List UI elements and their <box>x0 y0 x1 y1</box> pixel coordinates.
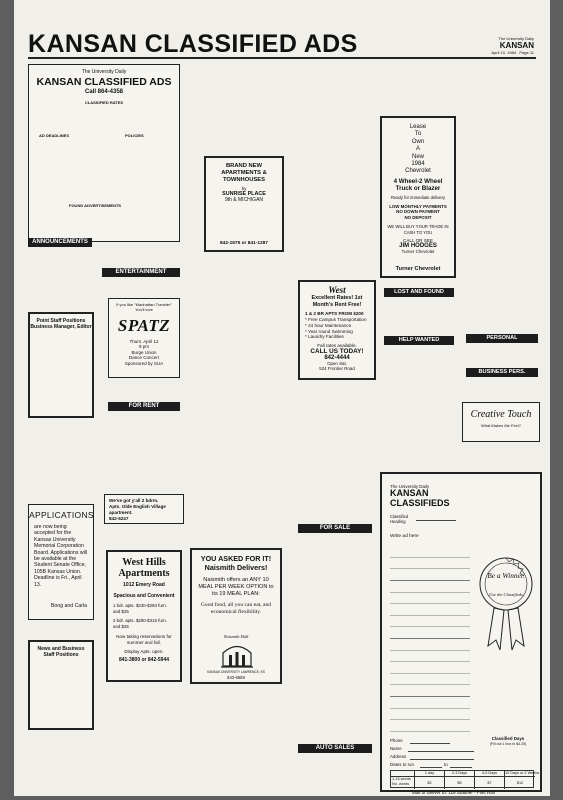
section-for-sale: FOR SALE <box>298 524 372 533</box>
announcements-text <box>28 250 92 308</box>
applications-signature: Boog and Carla <box>50 603 87 609</box>
naismith-logo-sub: KANSAS UNIVERSITY LAWRENCE, KS <box>207 670 265 674</box>
lease-ad <box>380 116 456 278</box>
rates-box <box>28 64 180 242</box>
section-help-wanted: HELP WANTED <box>384 336 454 345</box>
west-li2: * Free Campus Transportation <box>305 316 367 322</box>
lease-l9: Truck or Blazer <box>395 185 441 193</box>
form-small: The University Daily <box>390 484 430 489</box>
naismith-logo-text: Naismith Hall <box>223 634 249 639</box>
col5-text-c <box>380 348 456 468</box>
col4-text-c <box>290 536 372 740</box>
section-auto-sales: AUTO SALES <box>298 744 372 753</box>
spatz-line2: 9 pm <box>138 344 149 350</box>
section-lost-found: LOST AND FOUND <box>384 288 454 297</box>
west-li5: * Laundry Facilities <box>305 334 344 340</box>
form-cdays: Classified Days <box>491 736 525 741</box>
masthead <box>491 36 534 55</box>
form-to-label: to <box>444 762 448 767</box>
form-winner: Be a Winner. <box>487 571 525 580</box>
spatz-ad <box>108 298 180 378</box>
lease-l18: Turner Chevrolet <box>395 266 441 272</box>
west-tag: Excellent Rates! 1st Month's Rent Free! <box>311 295 363 308</box>
west-li4: * Year round Swimming <box>305 328 353 334</box>
col4-text-a <box>290 64 372 278</box>
rates-call: Call 864-4358 <box>84 89 124 95</box>
address-input[interactable] <box>410 759 474 760</box>
found-heading: FOUND ADVERTISEMENTS <box>69 203 122 208</box>
units-sub1: by <box>241 186 247 191</box>
name-input[interactable] <box>408 751 474 752</box>
col6-text-d <box>462 444 540 468</box>
col6-text-c <box>462 380 540 400</box>
lease-l11: LOW MONTHLY PAYMENTS <box>389 203 447 209</box>
point-subtitle: Business Manager, Editor <box>30 324 92 330</box>
section-personal: PERSONAL <box>466 334 538 343</box>
grid-v4[interactable]: $12 <box>516 781 524 785</box>
units-body <box>211 210 277 238</box>
form-address-label: Address <box>390 754 407 759</box>
naismith-logo-icon <box>220 640 254 670</box>
masthead-small: The University Daily <box>498 36 534 41</box>
applications-body: are now being accepted for the Kansas University Memorial Corporation Board. Applications will be available at the Student Senate Office, 105B Kansas Union. Deadline is Fri., April 13. <box>34 524 88 588</box>
applications-title: APPLICATIONS <box>29 510 94 520</box>
west-addr: 524 Frontier Road <box>319 366 355 372</box>
policies-heading: POLICIES <box>125 133 144 138</box>
masthead-date <box>491 50 534 55</box>
lease-l17: Turner Chevrolet <box>401 248 435 254</box>
lease-l8: 4 Wheel-2 Wheel <box>393 177 443 185</box>
classified-order-form <box>380 472 542 795</box>
naismith-phone: 843-8559 <box>227 675 245 680</box>
col3-text-a <box>190 64 282 152</box>
grid-col2: 2-3 Days <box>445 771 475 777</box>
westhills-title: West Hills Apartments <box>118 557 170 579</box>
page-title: KANSAN CLASSIFIED ADS <box>28 30 358 58</box>
units-sub2: SUNRISE PLACE <box>222 191 266 197</box>
form-sub: CLASSIFIEDS <box>390 498 450 508</box>
news-staff-ad <box>28 640 94 730</box>
col2-text-b <box>100 280 182 296</box>
lease-l12: NO DOWN PAYMENT <box>396 209 440 215</box>
gift-line1: We've got y'all 2 bdrm. <box>109 498 159 503</box>
grid-v3[interactable]: $7 <box>475 777 505 789</box>
found-text <box>35 209 95 237</box>
westhills-display: Display Apts. open. <box>124 648 164 654</box>
form-name: KANSAN <box>390 488 429 498</box>
west-call: CALL US TODAY! <box>310 348 364 356</box>
lease-l13: NO DEPOSIT <box>404 214 432 220</box>
lease-l10: Ready for immediate delivery <box>390 194 446 200</box>
page-number: Page 11 <box>519 50 534 55</box>
lease-l5: New <box>411 153 424 160</box>
section-announcements: ANNOUNCEMENTS <box>28 238 92 247</box>
gift-line2: Apts. Olde English Village apartment. <box>109 504 166 515</box>
ad-text-lines[interactable] <box>390 546 470 734</box>
lease-l6: 1984 <box>411 161 425 168</box>
form-phone-label: Phone <box>390 738 403 743</box>
issue-date: April 10, 1984 <box>491 50 517 55</box>
grid-col4: 10 Days or 2 Weeks <box>505 771 540 775</box>
col6-text-b <box>462 346 540 366</box>
masthead-name: KANSAN <box>499 41 534 50</box>
section-business: BUSINESS PERS. <box>466 368 538 377</box>
applications-ad <box>28 504 94 620</box>
naismith-tag: Good food, all you can eat, and economical flexibility. <box>200 602 272 616</box>
grid-v1[interactable]: $2 <box>415 777 445 789</box>
westhills-opt1: 1 bdr. apts. $230-$250 furn. and $25 <box>113 603 167 614</box>
spatz-line3: Burge Union <box>131 349 157 355</box>
dates-start-input[interactable] <box>420 767 442 768</box>
form-winner2: Use the Classifieds <box>489 592 523 597</box>
units-sub3: 9th & MICHIGAN <box>224 197 264 203</box>
col2-text-f <box>100 686 182 790</box>
rates-small: The University Daily <box>81 69 127 75</box>
west-apartments-ad <box>298 280 376 380</box>
spatz-line4: Dance Concert <box>128 355 159 361</box>
creative-title: Creative Touch <box>470 409 532 420</box>
gift-ad <box>104 494 184 524</box>
lease-l2: To <box>414 131 422 138</box>
westhills-phone: 841-3800 or 842-5944 <box>118 656 170 663</box>
col5-text-a <box>380 64 452 114</box>
lease-l16: JIM HODGES <box>399 242 437 249</box>
rates-title: KANSAN CLASSIFIED ADS <box>36 76 172 88</box>
heading-input[interactable] <box>416 520 456 521</box>
news-title: News and Business Staff Positions <box>37 646 85 658</box>
dates-end-input[interactable] <box>450 767 472 768</box>
section-for-rent: FOR RENT <box>108 402 180 411</box>
westhills-opt2: 2 bdr. apts. $290-$315 furn. and $25 <box>113 618 167 629</box>
rates-table <box>35 113 173 129</box>
grid-col3: 4-5 Days <box>475 771 505 777</box>
phone-input[interactable] <box>410 743 450 744</box>
deadlines-heading: AD DEADLINES <box>39 133 70 138</box>
west-open: Open Sat. <box>327 361 347 367</box>
col5-text-b <box>380 300 456 332</box>
units-phone: 842-1675 or 841-1287 <box>219 241 268 246</box>
lease-l1: Lease <box>409 124 427 130</box>
lease-l7: Chevrolet <box>405 168 431 175</box>
col2-text-d <box>100 414 182 492</box>
col3-text-c <box>190 688 282 790</box>
grid-row1: 1-15 words <box>392 777 411 781</box>
newspaper-page <box>14 0 550 796</box>
westhills-taking: Now taking reservations for summer and fall. <box>116 634 172 646</box>
form-name-label: Name <box>390 746 402 751</box>
creative-sub: What Makes Me Feel? <box>480 423 521 428</box>
col3-text-b <box>190 256 282 546</box>
westhills-tag: Spacious and Convenient <box>113 593 175 599</box>
creative-touch-ad <box>462 402 540 442</box>
sunrise-place-ad <box>204 156 284 252</box>
spatz-name: SPATZ <box>117 316 171 335</box>
form-line1: Classified <box>390 514 409 519</box>
header-rule <box>28 57 536 59</box>
form-dates-label: Dates to run <box>390 762 414 767</box>
form-fill: (Fill out 1 box in $4.25) <box>489 742 527 746</box>
west-phone: 842-4444 <box>324 355 350 362</box>
west-fall: Fall rates available. <box>317 343 357 349</box>
winner-ribbon-icon <box>476 546 536 656</box>
west-brand: West <box>328 285 346 295</box>
point-staff-ad <box>28 312 94 418</box>
spatz-tag: If you like "Manhattan Transfer" You'll love <box>116 302 172 312</box>
lease-l4: A <box>415 146 420 153</box>
grid-row2: No. words <box>392 781 410 786</box>
col2-text-e <box>100 528 182 548</box>
spatz-line1: Thurs. April 12 <box>129 339 159 344</box>
point-title: Point Staff Positions <box>36 318 86 324</box>
naismith-ad <box>190 548 282 684</box>
form-mail: Mail or deliver to: 119 Stauffer - Flint Hall <box>412 790 495 795</box>
col2-text-a <box>100 244 182 266</box>
west-li3: * 24 hour Maintenance <box>305 322 352 328</box>
deadlines-text <box>35 139 95 199</box>
col4-text-b <box>290 384 372 520</box>
col6-text-a <box>462 64 540 334</box>
point-body <box>34 332 90 414</box>
lease-l3: Own <box>411 138 425 145</box>
naismith-title: YOU ASKED FOR IT! Naismith Delivers! <box>200 554 272 572</box>
naismith-body: Naismith offers an ANY 10 MEAL PER WEEK OPTION to its 19 MEAL PLAN: <box>198 577 274 598</box>
grid-col1: 1 day <box>415 771 445 777</box>
section-entertainment: ENTERTAINMENT <box>102 268 180 277</box>
policies-text <box>99 139 175 229</box>
lease-l14: WE WILL BUY YOUR TRADE IN CASH TO YOU <box>387 224 449 235</box>
col1-text-b <box>28 734 94 790</box>
west-li1: 1 & 2 BR APTS FROM $200 <box>305 311 364 317</box>
grid-v2[interactable]: $5 <box>445 777 475 789</box>
westhills-addr: 1012 Emery Road <box>123 582 165 588</box>
gift-phone: 842-6247 <box>109 516 129 521</box>
col1-text-a <box>28 420 94 502</box>
lease-l15: CALL OR SEE <box>403 237 433 243</box>
col4-text-d <box>290 756 372 790</box>
col2-text-c <box>100 382 182 400</box>
rates-grid <box>390 770 540 788</box>
west-hills-ad <box>106 550 182 682</box>
news-body <box>34 660 90 728</box>
form-write: Write ad here <box>390 534 419 539</box>
rates-heading: CLASSIFIED RATES <box>84 100 124 105</box>
form-line2: Heading <box>390 519 406 525</box>
units-title: BRAND NEW APARTMENTS & TOWNHOUSES <box>221 163 267 183</box>
spatz-line5: Sponsored by SUA <box>124 360 164 366</box>
